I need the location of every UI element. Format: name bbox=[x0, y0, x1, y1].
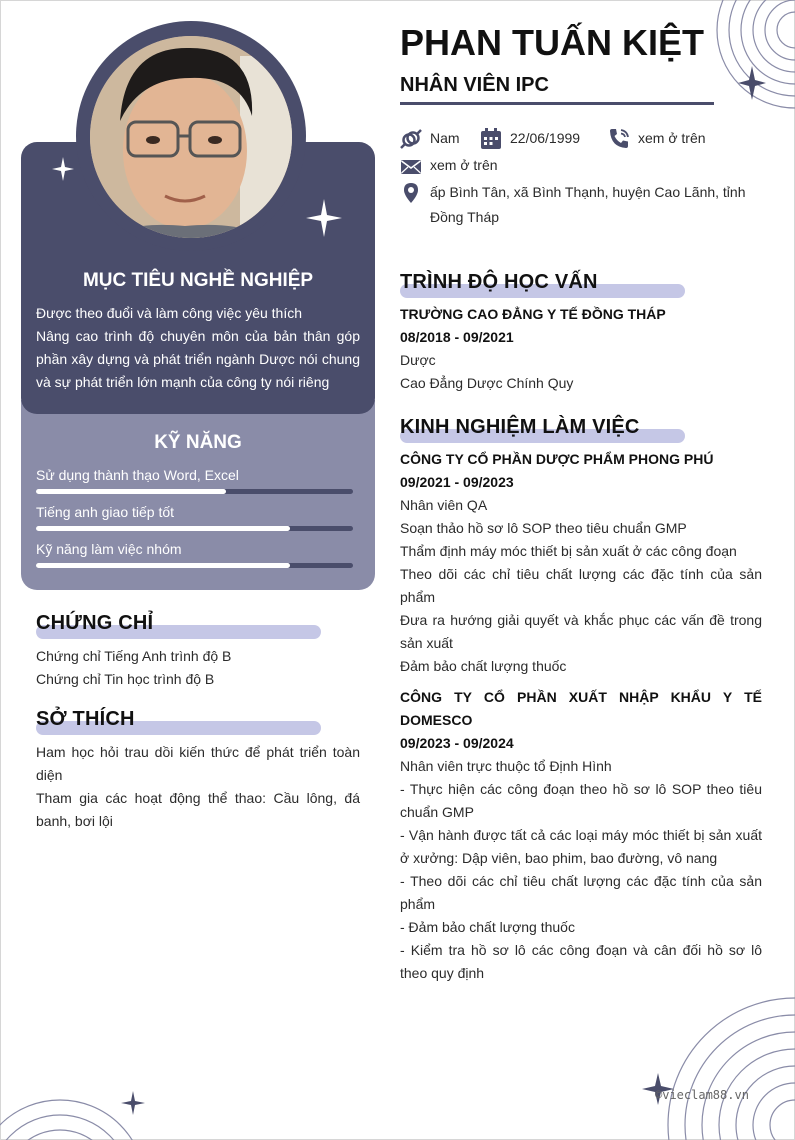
phone-value: xem ở trên bbox=[638, 130, 706, 146]
job-period: 09/2021 - 09/2023 bbox=[400, 474, 514, 490]
hobbies-heading: SỞ THÍCH bbox=[36, 708, 135, 731]
skill-item bbox=[36, 503, 353, 531]
phone-info bbox=[608, 126, 728, 151]
certificates-list bbox=[36, 645, 360, 691]
decorative-arcs-top-right bbox=[700, 0, 795, 110]
skill-bar-fill bbox=[36, 489, 226, 494]
job-line: - Kiểm tra hồ sơ lô các công đoạn và cân đối hồ sơ lô theo quy định bbox=[400, 942, 762, 981]
skill-bar-fill bbox=[36, 563, 290, 568]
company-name: CÔNG TY CỔ PHẦN XUẤT NHẬP KHẨU Y TẾ DOMESCO bbox=[400, 689, 762, 728]
objective-line: Nâng cao trình độ chuyên môn của bản thân góp phần xây dựng và phát triển ngành Dược nói chung và sự phát triển lớn mạnh của công ty nói riêng bbox=[36, 328, 360, 390]
skill-label: Sử dụng thành thạo Word, Excel bbox=[36, 467, 239, 483]
skill-label: Kỹ năng làm việc nhóm bbox=[36, 541, 182, 557]
gender-value: Nam bbox=[430, 130, 460, 146]
skill-bar bbox=[36, 563, 353, 568]
certificate-item: Chứng chỉ Tin học trình độ B bbox=[36, 671, 215, 687]
experience-heading: KINH NGHIỆM LÀM VIỆC bbox=[400, 416, 640, 439]
education-degree: Cao Đẳng Dược Chính Quy bbox=[400, 375, 574, 391]
skill-item bbox=[36, 466, 353, 494]
decorative-arcs-bottom-right bbox=[640, 965, 795, 1140]
job-line: Đưa ra hướng giải quyết và khắc phục các vấn đề trong sản xuất bbox=[400, 612, 762, 651]
sparkle-icon bbox=[306, 199, 342, 237]
skill-bar-fill bbox=[36, 526, 290, 531]
hobby-item: Tham gia các hoạt động thể thao: Cầu lông, đá banh, bơi lội bbox=[36, 790, 360, 829]
decorative-arcs-bottom-left bbox=[0, 1065, 150, 1140]
full-name: PHAN TUẤN KIỆT bbox=[400, 22, 704, 63]
education-entry bbox=[400, 303, 762, 395]
education-heading: TRÌNH ĐỘ HỌC VẤN bbox=[400, 271, 598, 294]
envelope-icon bbox=[400, 156, 422, 178]
objective-text bbox=[36, 302, 360, 394]
sparkle-icon bbox=[52, 157, 74, 181]
skill-label: Tiếng anh giao tiếp tốt bbox=[36, 504, 175, 520]
gender-icon bbox=[400, 128, 422, 150]
education-major: Dược bbox=[400, 352, 436, 368]
address-info bbox=[400, 180, 770, 232]
hobbies-list bbox=[36, 741, 360, 833]
job-period: 09/2023 - 09/2024 bbox=[400, 735, 514, 751]
certificates-heading: CHỨNG CHỈ bbox=[36, 612, 153, 635]
skill-bar bbox=[36, 489, 353, 494]
job-line: Nhân viên trực thuộc tổ Định Hình bbox=[400, 758, 612, 774]
job-line: - Vận hành được tất cả các loại máy móc thiết bị sản xuất ở xưởng: Dập viên, bao phim, bao đường, vô nang bbox=[400, 827, 762, 866]
job-line: - Thực hiện các công đoạn theo hồ sơ lô SOP theo tiêu chuẩn GMP bbox=[400, 781, 762, 820]
job-line: Đảm bảo chất lượng thuốc bbox=[400, 658, 567, 674]
calendar-icon bbox=[480, 128, 502, 150]
job-line: - Theo dõi các chỉ tiêu chất lượng các đặc tính của sản phẩm bbox=[400, 873, 762, 912]
job-line: Nhân viên QA bbox=[400, 497, 488, 513]
job-title: NHÂN VIÊN IPC bbox=[400, 74, 549, 96]
birthdate-value: 22/06/1999 bbox=[510, 130, 581, 146]
certificate-item: Chứng chỉ Tiếng Anh trình độ B bbox=[36, 648, 232, 664]
objective-title: MỤC TIÊU NGHỀ NGHIỆP bbox=[82, 270, 314, 291]
experience-entry-2 bbox=[400, 686, 762, 985]
skill-item bbox=[36, 540, 353, 568]
skills-title: KỸ NĂNG bbox=[154, 432, 242, 453]
hobby-item: Ham học hỏi trau dồi kiến thức để phát triển toàn diện bbox=[36, 744, 360, 783]
job-line: Thẩm định máy móc thiết bị sản xuất ở các công đoạn bbox=[400, 543, 737, 559]
job-line: - Đảm bảo chất lượng thuốc bbox=[400, 919, 575, 935]
phone-icon bbox=[608, 128, 630, 150]
email-value: xem ở trên bbox=[430, 157, 498, 173]
birthdate-info bbox=[480, 126, 600, 151]
location-pin-icon bbox=[400, 182, 422, 204]
profile-photo bbox=[90, 36, 292, 238]
school-name: TRƯỜNG CAO ĐẲNG Y TẾ ĐỒNG THÁP bbox=[400, 306, 666, 322]
address-line2: Đồng Tháp bbox=[430, 209, 500, 225]
title-divider bbox=[400, 102, 714, 105]
address-line1: ấp Bình Tân, xã Bình Thạnh, huyện Cao Lãnh, tỉnh bbox=[430, 184, 746, 200]
gender-info bbox=[400, 126, 480, 151]
experience-entry-1 bbox=[400, 448, 762, 678]
objective-line: Được theo đuổi và làm công việc yêu thích bbox=[36, 305, 303, 321]
job-line: Theo dõi các chỉ tiêu chất lượng các đặc tính của sản phẩm bbox=[400, 566, 762, 605]
email-info bbox=[400, 153, 600, 178]
skill-bar bbox=[36, 526, 353, 531]
job-line: Soạn thảo hồ sơ lô SOP theo tiêu chuẩn GMP bbox=[400, 520, 687, 536]
company-name: CÔNG TY CỔ PHẦN DƯỢC PHẨM PHONG PHÚ bbox=[400, 451, 714, 467]
education-period: 08/2018 - 09/2021 bbox=[400, 329, 514, 345]
watermark: ©vieclam88.vn bbox=[655, 1088, 749, 1102]
